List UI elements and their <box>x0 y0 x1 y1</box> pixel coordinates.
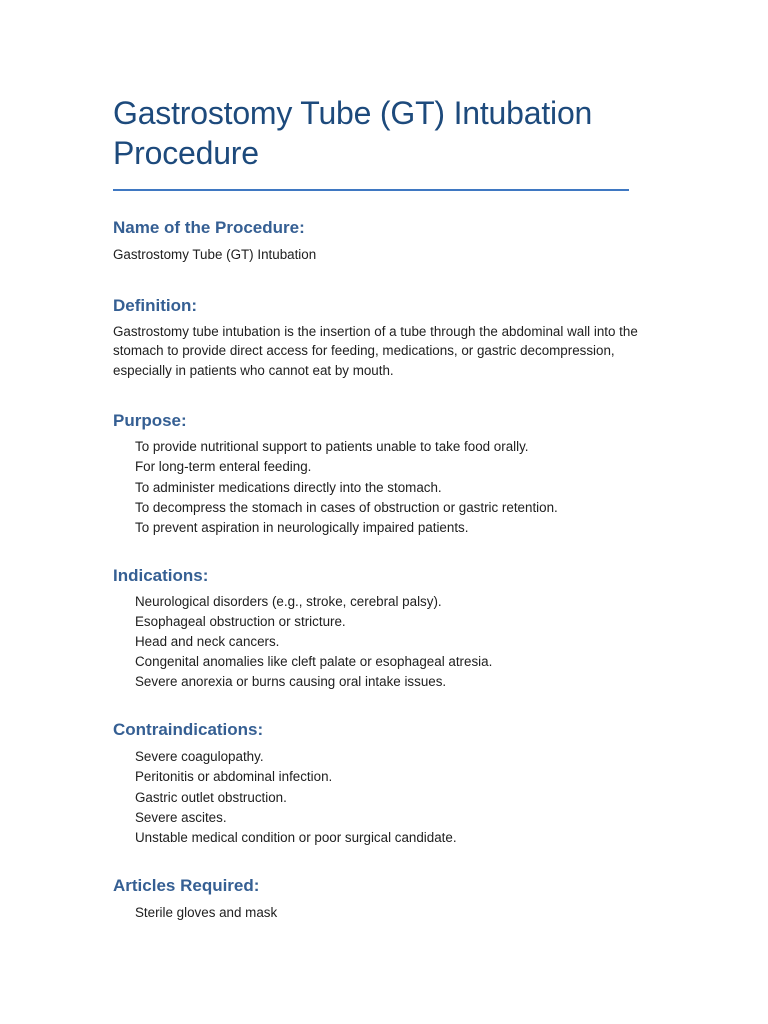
contraindication-item: Unstable medical condition or poor surgical candidate. <box>135 829 457 845</box>
section-heading-articles-required: Articles Required: <box>113 875 260 895</box>
purpose-item: To provide nutritional support to patients unable to take food orally. <box>135 439 529 455</box>
section-contraindications <box>113 719 654 847</box>
purpose-item: For long-term enteral feeding. <box>135 459 312 475</box>
title-divider <box>113 189 629 191</box>
article-item: Sterile gloves and mask <box>135 904 278 920</box>
indication-item: Neurological disorders (e.g., stroke, cerebral palsy). <box>135 593 442 609</box>
purpose-list <box>113 437 654 537</box>
document-title: Gastrostomy Tube (GT) Intubation Procedure <box>113 95 593 171</box>
indication-item: Congenital anomalies like cleft palate or esophageal atresia. <box>135 654 493 670</box>
contraindications-list <box>113 747 654 847</box>
purpose-item: To administer medications directly into the stomach. <box>135 479 442 495</box>
procedure-name-text: Gastrostomy Tube (GT) Intubation <box>113 247 317 262</box>
section-articles-required <box>113 875 654 923</box>
definition-text: Gastrostomy tube intubation is the insertion of a tube through the abdominal wall into the stomach to provide direct access for feeding, medications, or gastric decompression, especially in patients who cannot eat by mouth. <box>113 323 638 378</box>
indication-item: Head and neck cancers. <box>135 634 280 650</box>
section-indications <box>113 565 654 692</box>
section-heading-purpose: Purpose: <box>113 411 187 431</box>
section-heading-indications: Indications: <box>113 565 209 585</box>
contraindication-item: Severe ascites. <box>135 809 227 825</box>
purpose-item: To decompress the stomach in cases of obstruction or gastric retention. <box>135 499 558 515</box>
purpose-item: To prevent aspiration in neurologically impaired patients. <box>135 519 469 535</box>
indication-item: Esophageal obstruction or stricture. <box>135 613 346 629</box>
section-heading-definition: Definition: <box>113 295 198 315</box>
section-heading-procedure-name: Name of the Procedure: <box>113 218 305 237</box>
contraindication-item: Gastric outlet obstruction. <box>135 789 287 805</box>
contraindication-item: Severe coagulopathy. <box>135 749 264 765</box>
contraindication-item: Peritonitis or abdominal infection. <box>135 769 333 785</box>
articles-list <box>113 903 654 923</box>
section-purpose <box>113 410 654 537</box>
indication-item: Severe anorexia or burns causing oral intake issues. <box>135 674 447 690</box>
section-definition <box>113 295 654 381</box>
section-procedure-name <box>113 217 654 265</box>
indications-list <box>113 592 654 692</box>
section-heading-contraindications: Contraindications: <box>113 720 264 740</box>
